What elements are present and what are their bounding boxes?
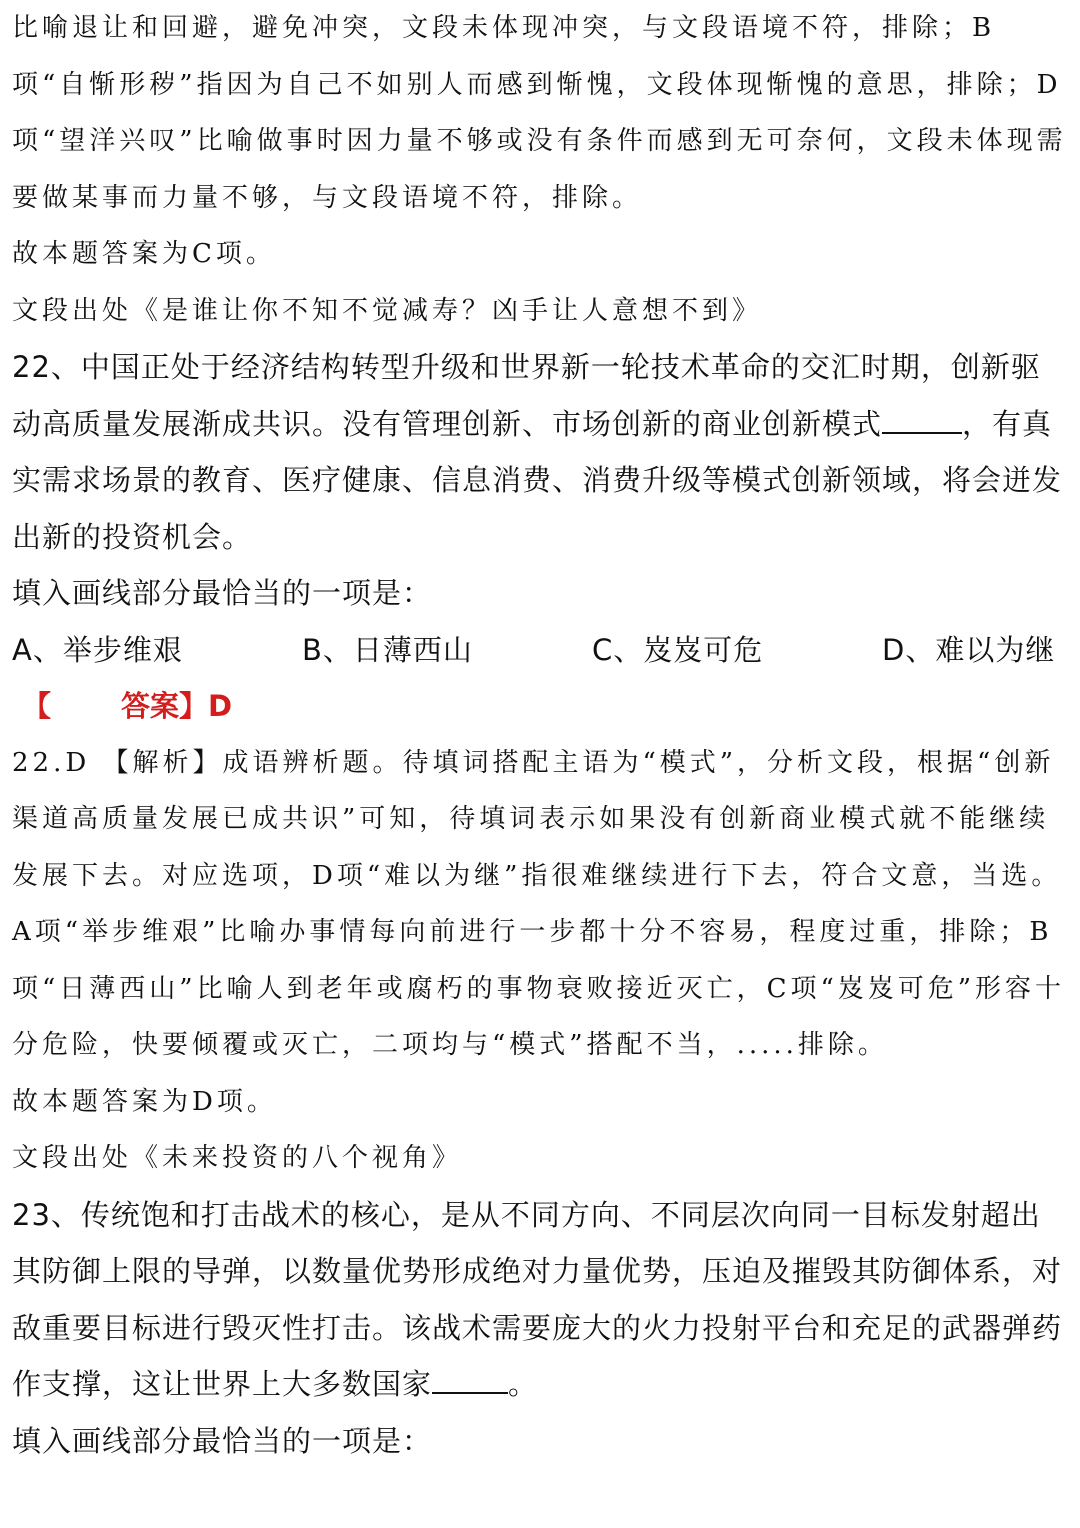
q22-answer-label: 答案】D <box>121 689 233 723</box>
q23-fill-blank <box>432 1362 508 1394</box>
q22-answer-conclusion: 故本题答案为D项。 <box>12 1086 277 1117</box>
q22-option-a: A、举步维艰 <box>12 632 183 667</box>
q22-answer-bracket: 【 <box>22 689 52 723</box>
q23-stem-before: 23、传统饱和打击战术的核心，是从不同方向、不同层次向同一目标发射超出其防御上限的导弹，以数量优势形成绝对力量优势，压迫及摧毁其防御体系，对敌重要目标进行毁灭性打击。该战术需要庞大的火力投射平台和充足的武器弹药作支撑，这让世界上大多数国家 <box>12 1197 1063 1401</box>
q23-prompt: 填入画线部分最恰当的一项是： <box>12 1423 433 1458</box>
q22-stem <box>12 339 1068 565</box>
prev-source: 文段出处《是谁让你不知不觉减寿？凶手让人意想不到》 <box>12 295 763 326</box>
q22-source: 文段出处《未来投资的八个视角》 <box>12 1143 463 1173</box>
q22-stem-before: 22、中国正处于经济结构转型升级和世界新一轮技术革命的交汇时期，创新驱动高质量发展渐成共识。没有管理创新、市场创新的商业创新模式 <box>12 350 1041 441</box>
q22-option-d: D、难以为继 <box>882 632 1056 667</box>
q23-stem-after: 。 <box>508 1367 539 1401</box>
prev-explanation-paragraph: 比喻退让和回避，避免冲突，文段未体现冲突，与文段语境不符，排除；B项“自惭形秽”指因为自己不如别人而感到惭愧，文段体现惭愧的意思，排除；D项“望洋兴叹”比喻做事时因力量不够或没有条件而感到无可奈何，文段未体现需要做某事而力量不够，与文段语境不符，排除。 <box>12 13 1067 213</box>
q22-explanation: 22.D 【解析】成语辨析题。待填词搭配主语为“模式”，分析文段，根据“创新渠道高质量发展已成共识”可知，待填词表示如果没有创新商业模式就不能继续发展下去。对应选项，D项“难以为继”指很难继续进行下去，符合文意，当选。A项“举步维艰”比喻办事情每向前进行一步都十分不容易，程度过重，排除；B项“日薄西山”比喻人到老年或腐朽的事物衰败接近灭亡，C项“岌岌可危”形容十分危险，快要倾覆或灭亡，二项均与“模式”搭配不当，.....排除。 <box>12 747 1066 1060</box>
q22-stem-after: ，有真实需求场景的教育、医疗健康、信息消费、消费升级等模式创新领域，将会迸发出新的投资机会。 <box>12 406 1063 554</box>
q22-options <box>12 622 1068 679</box>
q22-prompt: 填入画线部分最恰当的一项是： <box>12 576 433 610</box>
q22-option-b: B、日薄西山 <box>302 632 473 667</box>
q22-option-c: C、岌岌可危 <box>592 632 764 667</box>
q22-answer <box>12 678 1068 735</box>
q22-fill-blank <box>882 402 962 434</box>
q23-stem <box>12 1187 1068 1413</box>
prev-answer-conclusion: 故本题答案为C项。 <box>12 239 276 269</box>
